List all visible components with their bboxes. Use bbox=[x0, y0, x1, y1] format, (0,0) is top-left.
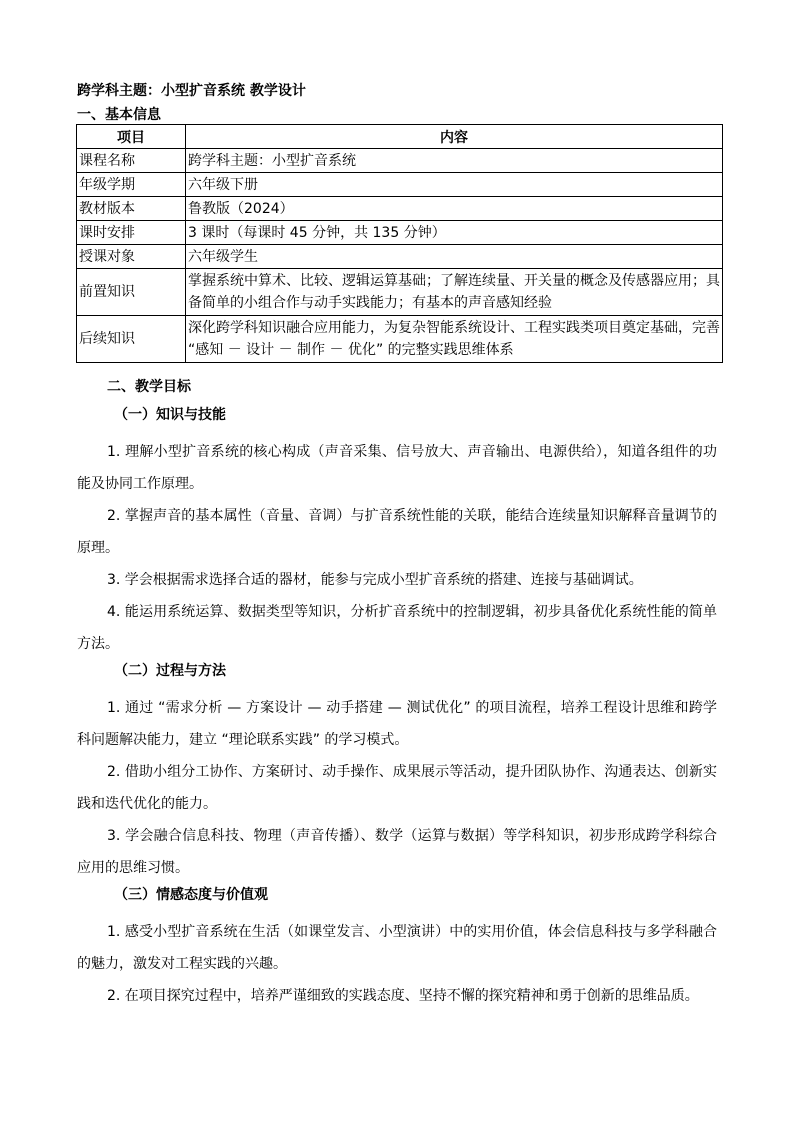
table-row bbox=[77, 316, 723, 363]
table-row bbox=[77, 173, 723, 197]
table-cell-value: 跨学科主题：小型扩音系统 bbox=[186, 149, 723, 173]
objective-item: 4. 能运用系统运算、数据类型等知识，分析扩音系统中的控制逻辑，初步具备优化系统性能的简单方法。 bbox=[77, 604, 717, 652]
table-header-row bbox=[77, 125, 723, 149]
table-cell-key: 前置知识 bbox=[77, 269, 186, 316]
table-row bbox=[77, 245, 723, 269]
objective-item: 1. 通过 “需求分析 — 方案设计 — 动手搭建 — 测试优化” 的项目流程，培养工程设计思维和跨学科问题解决能力，建立 “理论联系实践” 的学习模式。 bbox=[77, 700, 717, 748]
table-cell-value: 六年级下册 bbox=[186, 173, 723, 197]
subsection-process-methods: （二）过程与方法 bbox=[114, 663, 226, 679]
table-row bbox=[77, 269, 723, 316]
subsection-attitudes-values: （三）情感态度与价值观 bbox=[114, 887, 268, 903]
teaching-objectives bbox=[77, 378, 717, 1012]
table-cell-value: 3 课时（每课时 45 分钟，共 135 分钟） bbox=[186, 221, 723, 245]
table-cell-key: 后续知识 bbox=[77, 316, 186, 363]
table-row bbox=[77, 197, 723, 221]
objective-item: 2. 借助小组分工协作、方案研讨、动手操作、成果展示等活动，提升团队协作、沟通表达、创新实践和迭代优化的能力。 bbox=[77, 764, 717, 812]
basic-info-table bbox=[76, 124, 723, 363]
objective-item: 1. 理解小型扩音系统的核心构成（声音采集、信号放大、声音输出、电源供给），知道各组件的功能及协同工作原理。 bbox=[77, 444, 717, 492]
objective-item: 1. 感受小型扩音系统在生活（如课堂发言、小型演讲）中的实用价值，体会信息科技与多学科融合的魅力，激发对工程实践的兴趣。 bbox=[77, 924, 717, 972]
table-cell-value: 深化跨学科知识融合应用能力，为复杂智能系统设计、工程实践类项目奠定基础，完善 “感知 － 设计 － 制作 － 优化” 的完整实践思维体系 bbox=[186, 316, 723, 363]
objective-item: 2. 掌握声音的基本属性（音量、音调）与扩音系统性能的关联，能结合连续量知识解释音量调节的原理。 bbox=[77, 508, 717, 556]
table-row bbox=[77, 149, 723, 173]
document-title: 跨学科主题：小型扩音系统 教学设计 bbox=[77, 83, 306, 99]
objective-item: 3. 学会根据需求选择合适的器材，能参与完成小型扩音系统的搭建、连接与基础调试。 bbox=[107, 572, 643, 588]
table-cell-key: 年级学期 bbox=[77, 173, 186, 197]
table-cell-key: 课程名称 bbox=[77, 149, 186, 173]
table-cell-key: 授课对象 bbox=[77, 245, 186, 269]
objective-item: 3. 学会融合信息科技、物理（声音传播）、数学（运算与数据）等学科知识，初步形成跨学科综合应用的思维习惯。 bbox=[77, 828, 717, 876]
section-basic-info-heading: 一、基本信息 bbox=[77, 107, 161, 123]
subsection-knowledge-skills: （一）知识与技能 bbox=[114, 407, 226, 423]
table-row bbox=[77, 221, 723, 245]
table-cell-key: 教材版本 bbox=[77, 197, 186, 221]
table-cell-value: 掌握系统中算术、比较、逻辑运算基础；了解连续量、开关量的概念及传感器应用；具备简单的小组合作与动手实践能力；有基本的声音感知经验 bbox=[186, 269, 723, 316]
table-cell-value: 鲁教版（2024） bbox=[186, 197, 723, 221]
table-cell-value: 六年级学生 bbox=[186, 245, 723, 269]
table-header-content: 内容 bbox=[186, 125, 723, 149]
section-objectives-heading: 二、教学目标 bbox=[107, 379, 191, 395]
table-header-item: 项目 bbox=[77, 125, 186, 149]
objective-item: 2. 在项目探究过程中，培养严谨细致的实践态度、坚持不懈的探究精神和勇于创新的思维品质。 bbox=[107, 988, 699, 1004]
table-cell-key: 课时安排 bbox=[77, 221, 186, 245]
